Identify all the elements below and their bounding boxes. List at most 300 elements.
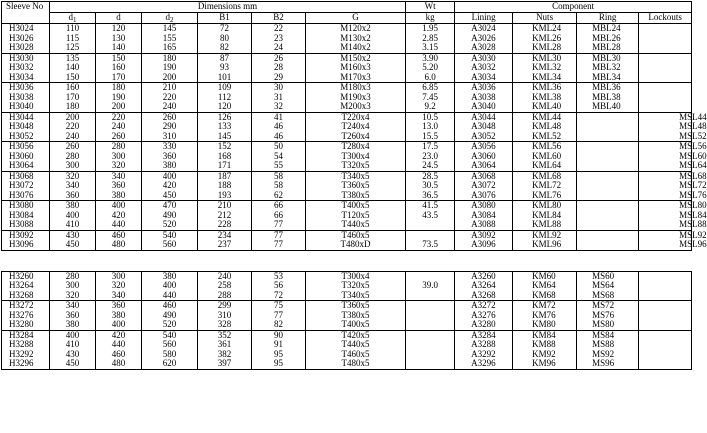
cell-b2: 41 bbox=[252, 112, 306, 122]
cell-sleeve-no: H3036 bbox=[2, 83, 50, 93]
cell-lockouts bbox=[639, 359, 692, 369]
cell-g: T260x4 bbox=[306, 132, 406, 142]
cell-ring: MBL30 bbox=[577, 53, 639, 63]
cell-ring bbox=[577, 240, 639, 250]
cell-nuts: KML80 bbox=[513, 201, 577, 211]
cell-lockouts bbox=[639, 301, 692, 311]
cell-d2: 200 bbox=[142, 73, 198, 83]
cell-ring: MBL38 bbox=[577, 93, 639, 103]
cell-d1: 160 bbox=[50, 83, 96, 93]
cell-lockouts bbox=[639, 271, 692, 281]
cell-b1: 328 bbox=[198, 320, 252, 330]
cell-b2: 46 bbox=[252, 122, 306, 132]
cell-b2: 23 bbox=[252, 34, 306, 44]
cell-d2: 260 bbox=[142, 112, 198, 122]
cell-d: 120 bbox=[96, 24, 142, 34]
cell-d1: 135 bbox=[50, 53, 96, 63]
cell-g: T300x4 bbox=[306, 271, 406, 281]
cell-d1: 380 bbox=[50, 201, 96, 211]
cell-lockouts bbox=[639, 93, 692, 103]
cell-g: T440x5 bbox=[306, 220, 406, 230]
cell-lockouts: MSL48 bbox=[639, 122, 692, 132]
cell-nuts: KM68 bbox=[513, 291, 577, 301]
cell-sleeve-no: H3064 bbox=[2, 161, 50, 171]
cell-b1: 126 bbox=[198, 112, 252, 122]
cell-d1: 360 bbox=[50, 191, 96, 201]
cell-d1: 220 bbox=[50, 122, 96, 132]
cell-b2: 32 bbox=[252, 102, 306, 112]
cell-wt: 6.0 bbox=[406, 73, 455, 83]
cell-d: 220 bbox=[96, 112, 142, 122]
cell-d2: 460 bbox=[142, 301, 198, 311]
cell-sleeve-no: H3080 bbox=[2, 201, 50, 211]
cell-d2: 420 bbox=[142, 181, 198, 191]
header-sleeve-no: Sleeve No bbox=[2, 2, 50, 24]
cell-d2: 580 bbox=[142, 350, 198, 360]
cell-d2: 380 bbox=[142, 271, 198, 281]
cell-b1: 93 bbox=[198, 63, 252, 73]
cell-nuts: KM96 bbox=[513, 359, 577, 369]
cell-sleeve-no: H3060 bbox=[2, 152, 50, 162]
cell-lockouts bbox=[639, 73, 692, 83]
cell-d: 360 bbox=[96, 301, 142, 311]
cell-wt bbox=[406, 220, 455, 230]
cell-lockouts bbox=[639, 24, 692, 34]
cell-b2: 56 bbox=[252, 281, 306, 291]
cell-d: 200 bbox=[96, 102, 142, 112]
cell-d: 460 bbox=[96, 350, 142, 360]
cell-sleeve-no: H3068 bbox=[2, 171, 50, 181]
cell-g: T460x5 bbox=[306, 350, 406, 360]
cell-b1: 352 bbox=[198, 330, 252, 340]
cell-d2: 520 bbox=[142, 320, 198, 330]
cell-b2: 62 bbox=[252, 191, 306, 201]
cell-b2: 55 bbox=[252, 161, 306, 171]
cell-d1: 260 bbox=[50, 142, 96, 152]
cell-b2: 46 bbox=[252, 132, 306, 142]
cell-lining: A3092 bbox=[455, 230, 513, 240]
cell-lockouts bbox=[639, 330, 692, 340]
cell-lining: A3056 bbox=[455, 142, 513, 152]
cell-wt bbox=[406, 320, 455, 330]
cell-g: M200x3 bbox=[306, 102, 406, 112]
cell-lining: A3080 bbox=[455, 201, 513, 211]
cell-nuts: KM72 bbox=[513, 301, 577, 311]
cell-ring: MS84 bbox=[577, 330, 639, 340]
cell-b1: 240 bbox=[198, 271, 252, 281]
cell-lockouts bbox=[639, 311, 692, 321]
table-row bbox=[2, 301, 692, 311]
header-b2: B2 bbox=[252, 13, 306, 24]
cell-lockouts: MSL56 bbox=[639, 142, 692, 152]
cell-nuts: KML30 bbox=[513, 53, 577, 63]
cell-b2: 54 bbox=[252, 152, 306, 162]
cell-b2: 66 bbox=[252, 201, 306, 211]
cell-b1: 188 bbox=[198, 181, 252, 191]
cell-ring bbox=[577, 161, 639, 171]
cell-g: M160x3 bbox=[306, 63, 406, 73]
cell-g: T480x5 bbox=[306, 359, 406, 369]
cell-nuts: KML44 bbox=[513, 112, 577, 122]
cell-b1: 187 bbox=[198, 171, 252, 181]
cell-lining: A3272 bbox=[455, 301, 513, 311]
cell-sleeve-no: H3032 bbox=[2, 63, 50, 73]
cell-sleeve-no: H3268 bbox=[2, 291, 50, 301]
cell-ring bbox=[577, 122, 639, 132]
cell-lining: A3284 bbox=[455, 330, 513, 340]
cell-sleeve-no: H3092 bbox=[2, 230, 50, 240]
cell-g: T420x5 bbox=[306, 330, 406, 340]
cell-b1: 133 bbox=[198, 122, 252, 132]
cell-g: M170x3 bbox=[306, 73, 406, 83]
cell-sleeve-no: H3056 bbox=[2, 142, 50, 152]
cell-ring: MBL40 bbox=[577, 102, 639, 112]
cell-g: T340x5 bbox=[306, 291, 406, 301]
cell-d1: 430 bbox=[50, 230, 96, 240]
cell-ring bbox=[577, 142, 639, 152]
cell-d1: 340 bbox=[50, 301, 96, 311]
cell-d: 440 bbox=[96, 340, 142, 350]
cell-b2: 77 bbox=[252, 230, 306, 240]
cell-d2: 440 bbox=[142, 291, 198, 301]
cell-ring bbox=[577, 191, 639, 201]
cell-wt: 30.5 bbox=[406, 181, 455, 191]
cell-d2: 330 bbox=[142, 142, 198, 152]
cell-g: M190x3 bbox=[306, 93, 406, 103]
cell-wt bbox=[406, 340, 455, 350]
header-kg: kg bbox=[406, 13, 455, 24]
cell-wt bbox=[406, 359, 455, 369]
cell-sleeve-no: H3264 bbox=[2, 281, 50, 291]
cell-lockouts: MSL72 bbox=[639, 181, 692, 191]
cell-d1: 110 bbox=[50, 24, 96, 34]
cell-wt: 73.5 bbox=[406, 240, 455, 250]
cell-lining: A3028 bbox=[455, 43, 513, 53]
header-ring: Ring bbox=[577, 13, 639, 24]
cell-b1: 80 bbox=[198, 34, 252, 44]
cell-lockouts: MSL68 bbox=[639, 171, 692, 181]
cell-nuts: KML72 bbox=[513, 181, 577, 191]
cell-d1: 320 bbox=[50, 291, 96, 301]
cell-nuts: KML84 bbox=[513, 211, 577, 221]
cell-sleeve-no: H3026 bbox=[2, 34, 50, 44]
cell-lockouts bbox=[639, 63, 692, 73]
cell-nuts: KML28 bbox=[513, 43, 577, 53]
table-body bbox=[2, 23, 707, 370]
cell-sleeve-no: H3288 bbox=[2, 340, 50, 350]
cell-sleeve-no: H3088 bbox=[2, 220, 50, 230]
cell-lockouts: MSL76 bbox=[639, 191, 692, 201]
cell-d2: 180 bbox=[142, 53, 198, 63]
table-row bbox=[2, 291, 692, 301]
cell-d2: 490 bbox=[142, 311, 198, 321]
cell-d1: 450 bbox=[50, 359, 96, 369]
cell-g: M180x3 bbox=[306, 83, 406, 93]
cell-b1: 234 bbox=[198, 230, 252, 240]
sleeve-spec-table bbox=[1, 1, 707, 370]
cell-d: 420 bbox=[96, 211, 142, 221]
cell-lining: A3030 bbox=[455, 53, 513, 63]
cell-g: M130x2 bbox=[306, 34, 406, 44]
cell-ring: MBL34 bbox=[577, 73, 639, 83]
cell-d2: 190 bbox=[142, 63, 198, 73]
cell-b2: 58 bbox=[252, 181, 306, 191]
cell-b1: 382 bbox=[198, 350, 252, 360]
cell-wt: 1.95 bbox=[406, 24, 455, 34]
cell-wt: 23.0 bbox=[406, 152, 455, 162]
cell-d1: 320 bbox=[50, 171, 96, 181]
cell-lining: A3268 bbox=[455, 291, 513, 301]
cell-d1: 115 bbox=[50, 34, 96, 44]
cell-nuts: KML40 bbox=[513, 102, 577, 112]
cell-d2: 400 bbox=[142, 171, 198, 181]
cell-sleeve-no: H3096 bbox=[2, 240, 50, 250]
cell-d: 300 bbox=[96, 152, 142, 162]
cell-ring bbox=[577, 230, 639, 240]
cell-sleeve-no: H3024 bbox=[2, 24, 50, 34]
cell-sleeve-no: H3040 bbox=[2, 102, 50, 112]
cell-nuts: KML60 bbox=[513, 152, 577, 162]
cell-lining: A3034 bbox=[455, 73, 513, 83]
cell-wt: 39.0 bbox=[406, 281, 455, 291]
cell-b1: 361 bbox=[198, 340, 252, 350]
cell-d2: 310 bbox=[142, 132, 198, 142]
cell-wt: 9.2 bbox=[406, 102, 455, 112]
cell-lockouts: MSL96 bbox=[639, 240, 692, 250]
cell-wt: 41.5 bbox=[406, 201, 455, 211]
cell-lockouts: MSL80 bbox=[639, 201, 692, 211]
cell-wt: 15.5 bbox=[406, 132, 455, 142]
cell-b1: 288 bbox=[198, 291, 252, 301]
cell-b2: 30 bbox=[252, 83, 306, 93]
cell-g: T340x5 bbox=[306, 171, 406, 181]
cell-d2: 560 bbox=[142, 340, 198, 350]
cell-lining: A3064 bbox=[455, 161, 513, 171]
cell-lining: A3088 bbox=[455, 220, 513, 230]
cell-nuts: KM64 bbox=[513, 281, 577, 291]
cell-lining: A3292 bbox=[455, 350, 513, 360]
cell-b2: 90 bbox=[252, 330, 306, 340]
cell-nuts: KML64 bbox=[513, 161, 577, 171]
cell-g: T300x4 bbox=[306, 152, 406, 162]
cell-lining: A3276 bbox=[455, 311, 513, 321]
cell-b1: 212 bbox=[198, 211, 252, 221]
cell-g: M150x2 bbox=[306, 53, 406, 63]
cell-d1: 410 bbox=[50, 220, 96, 230]
table-row bbox=[2, 132, 692, 142]
cell-b2: 82 bbox=[252, 320, 306, 330]
cell-ring: MBL24 bbox=[577, 24, 639, 34]
cell-wt bbox=[406, 301, 455, 311]
cell-nuts: KML88 bbox=[513, 220, 577, 230]
cell-d2: 540 bbox=[142, 330, 198, 340]
cell-lockouts bbox=[639, 350, 692, 360]
cell-d: 380 bbox=[96, 191, 142, 201]
cell-nuts: KML34 bbox=[513, 73, 577, 83]
cell-sleeve-no: H3276 bbox=[2, 311, 50, 321]
cell-ring bbox=[577, 201, 639, 211]
cell-lining: A3260 bbox=[455, 271, 513, 281]
cell-nuts: KM84 bbox=[513, 330, 577, 340]
cell-lining: A3052 bbox=[455, 132, 513, 142]
cell-b1: 237 bbox=[198, 240, 252, 250]
cell-d: 240 bbox=[96, 122, 142, 132]
cell-b1: 171 bbox=[198, 161, 252, 171]
cell-sleeve-no: H3052 bbox=[2, 132, 50, 142]
cell-wt: 17.5 bbox=[406, 142, 455, 152]
cell-nuts: KML24 bbox=[513, 24, 577, 34]
cell-sleeve-no: H3280 bbox=[2, 320, 50, 330]
cell-b1: 258 bbox=[198, 281, 252, 291]
cell-d1: 140 bbox=[50, 63, 96, 73]
cell-d: 130 bbox=[96, 34, 142, 44]
cell-b1: 299 bbox=[198, 301, 252, 311]
header-dimensions: Dimensions mm bbox=[50, 2, 406, 13]
cell-sleeve-no: H3272 bbox=[2, 301, 50, 311]
header-b1: B1 bbox=[198, 13, 252, 24]
cell-ring: MS92 bbox=[577, 350, 639, 360]
cell-g: T480xD bbox=[306, 240, 406, 250]
table-row bbox=[2, 161, 692, 171]
header-d1: $d_1$ bbox=[50, 13, 96, 24]
cell-b1: 82 bbox=[198, 43, 252, 53]
cell-b2: 91 bbox=[252, 340, 306, 350]
cell-nuts: KM88 bbox=[513, 340, 577, 350]
cell-d1: 200 bbox=[50, 112, 96, 122]
cell-lining: A3024 bbox=[455, 24, 513, 34]
cell-lockouts bbox=[639, 281, 692, 291]
cell-d1: 300 bbox=[50, 281, 96, 291]
cell-ring: MBL28 bbox=[577, 43, 639, 53]
cell-wt: 43.5 bbox=[406, 211, 455, 221]
cell-wt: 2.85 bbox=[406, 34, 455, 44]
cell-ring: MS68 bbox=[577, 291, 639, 301]
table-row bbox=[2, 359, 692, 369]
cell-nuts: KML48 bbox=[513, 122, 577, 132]
cell-d1: 430 bbox=[50, 350, 96, 360]
cell-d2: 220 bbox=[142, 93, 198, 103]
cell-wt: 7.45 bbox=[406, 93, 455, 103]
cell-b2: 75 bbox=[252, 301, 306, 311]
cell-d: 440 bbox=[96, 220, 142, 230]
cell-sleeve-no: H3284 bbox=[2, 330, 50, 340]
cell-lockouts: MSL84 bbox=[639, 211, 692, 221]
cell-sleeve-no: H3038 bbox=[2, 93, 50, 103]
cell-d1: 450 bbox=[50, 240, 96, 250]
cell-g: T120x5 bbox=[306, 211, 406, 221]
cell-d2: 165 bbox=[142, 43, 198, 53]
cell-d1: 300 bbox=[50, 161, 96, 171]
cell-b1: 193 bbox=[198, 191, 252, 201]
cell-wt: 24.5 bbox=[406, 161, 455, 171]
cell-g: T380x5 bbox=[306, 191, 406, 201]
cell-g: T360x5 bbox=[306, 301, 406, 311]
cell-nuts: KML36 bbox=[513, 83, 577, 93]
cell-wt: 6.85 bbox=[406, 83, 455, 93]
cell-nuts: KM76 bbox=[513, 311, 577, 321]
cell-ring bbox=[577, 132, 639, 142]
cell-sleeve-no: H3044 bbox=[2, 112, 50, 122]
cell-sleeve-no: H3260 bbox=[2, 271, 50, 281]
header-wt: Wt bbox=[406, 2, 455, 13]
cell-lining: A3096 bbox=[455, 240, 513, 250]
cell-b2: 77 bbox=[252, 311, 306, 321]
cell-nuts: KML32 bbox=[513, 63, 577, 73]
cell-b1: 228 bbox=[198, 220, 252, 230]
cell-lining: A3068 bbox=[455, 171, 513, 181]
cell-d: 180 bbox=[96, 83, 142, 93]
cell-b2: 50 bbox=[252, 142, 306, 152]
cell-ring: MBL36 bbox=[577, 83, 639, 93]
cell-lockouts bbox=[639, 291, 692, 301]
cell-d: 340 bbox=[96, 291, 142, 301]
cell-wt: 13.0 bbox=[406, 122, 455, 132]
cell-ring bbox=[577, 171, 639, 181]
cell-d2: 450 bbox=[142, 191, 198, 201]
cell-d2: 470 bbox=[142, 201, 198, 211]
cell-ring: MBL32 bbox=[577, 63, 639, 73]
cell-ring bbox=[577, 112, 639, 122]
cell-lining: A3040 bbox=[455, 102, 513, 112]
cell-d1: 170 bbox=[50, 93, 96, 103]
cell-lining: A3280 bbox=[455, 320, 513, 330]
cell-b1: 72 bbox=[198, 24, 252, 34]
cell-b2: 95 bbox=[252, 359, 306, 369]
cell-d: 280 bbox=[96, 142, 142, 152]
cell-d: 460 bbox=[96, 230, 142, 240]
cell-lockouts bbox=[639, 43, 692, 53]
cell-sleeve-no: H3030 bbox=[2, 53, 50, 63]
cell-wt bbox=[406, 311, 455, 321]
cell-lockouts: MSL92 bbox=[639, 230, 692, 240]
cell-d2: 520 bbox=[142, 220, 198, 230]
cell-d2: 400 bbox=[142, 281, 198, 291]
cell-d1: 360 bbox=[50, 311, 96, 321]
cell-wt: 3.15 bbox=[406, 43, 455, 53]
cell-b2: 72 bbox=[252, 291, 306, 301]
cell-d: 420 bbox=[96, 330, 142, 340]
cell-b2: 24 bbox=[252, 43, 306, 53]
cell-g: T320x5 bbox=[306, 161, 406, 171]
cell-lining: A3036 bbox=[455, 83, 513, 93]
cell-b1: 112 bbox=[198, 93, 252, 103]
cell-d1: 380 bbox=[50, 320, 96, 330]
section-spacer bbox=[2, 250, 692, 271]
cell-d2: 155 bbox=[142, 34, 198, 44]
cell-lockouts bbox=[639, 320, 692, 330]
cell-nuts: KML76 bbox=[513, 191, 577, 201]
cell-wt: 3.90 bbox=[406, 53, 455, 63]
cell-d2: 540 bbox=[142, 230, 198, 240]
cell-wt: 10.5 bbox=[406, 112, 455, 122]
cell-d1: 180 bbox=[50, 102, 96, 112]
cell-lining: A3296 bbox=[455, 359, 513, 369]
cell-lining: A3264 bbox=[455, 281, 513, 291]
cell-lining: A3072 bbox=[455, 181, 513, 191]
cell-lockouts: MSL60 bbox=[639, 152, 692, 162]
cell-nuts: KML38 bbox=[513, 93, 577, 103]
cell-lockouts bbox=[639, 34, 692, 44]
cell-b1: 152 bbox=[198, 142, 252, 152]
cell-d: 190 bbox=[96, 93, 142, 103]
table-header bbox=[2, 2, 692, 24]
table-row bbox=[2, 43, 692, 53]
cell-g: T400x5 bbox=[306, 201, 406, 211]
cell-d2: 145 bbox=[142, 24, 198, 34]
cell-nuts: KML52 bbox=[513, 132, 577, 142]
cell-b2: 66 bbox=[252, 211, 306, 221]
cell-b1: 87 bbox=[198, 53, 252, 63]
